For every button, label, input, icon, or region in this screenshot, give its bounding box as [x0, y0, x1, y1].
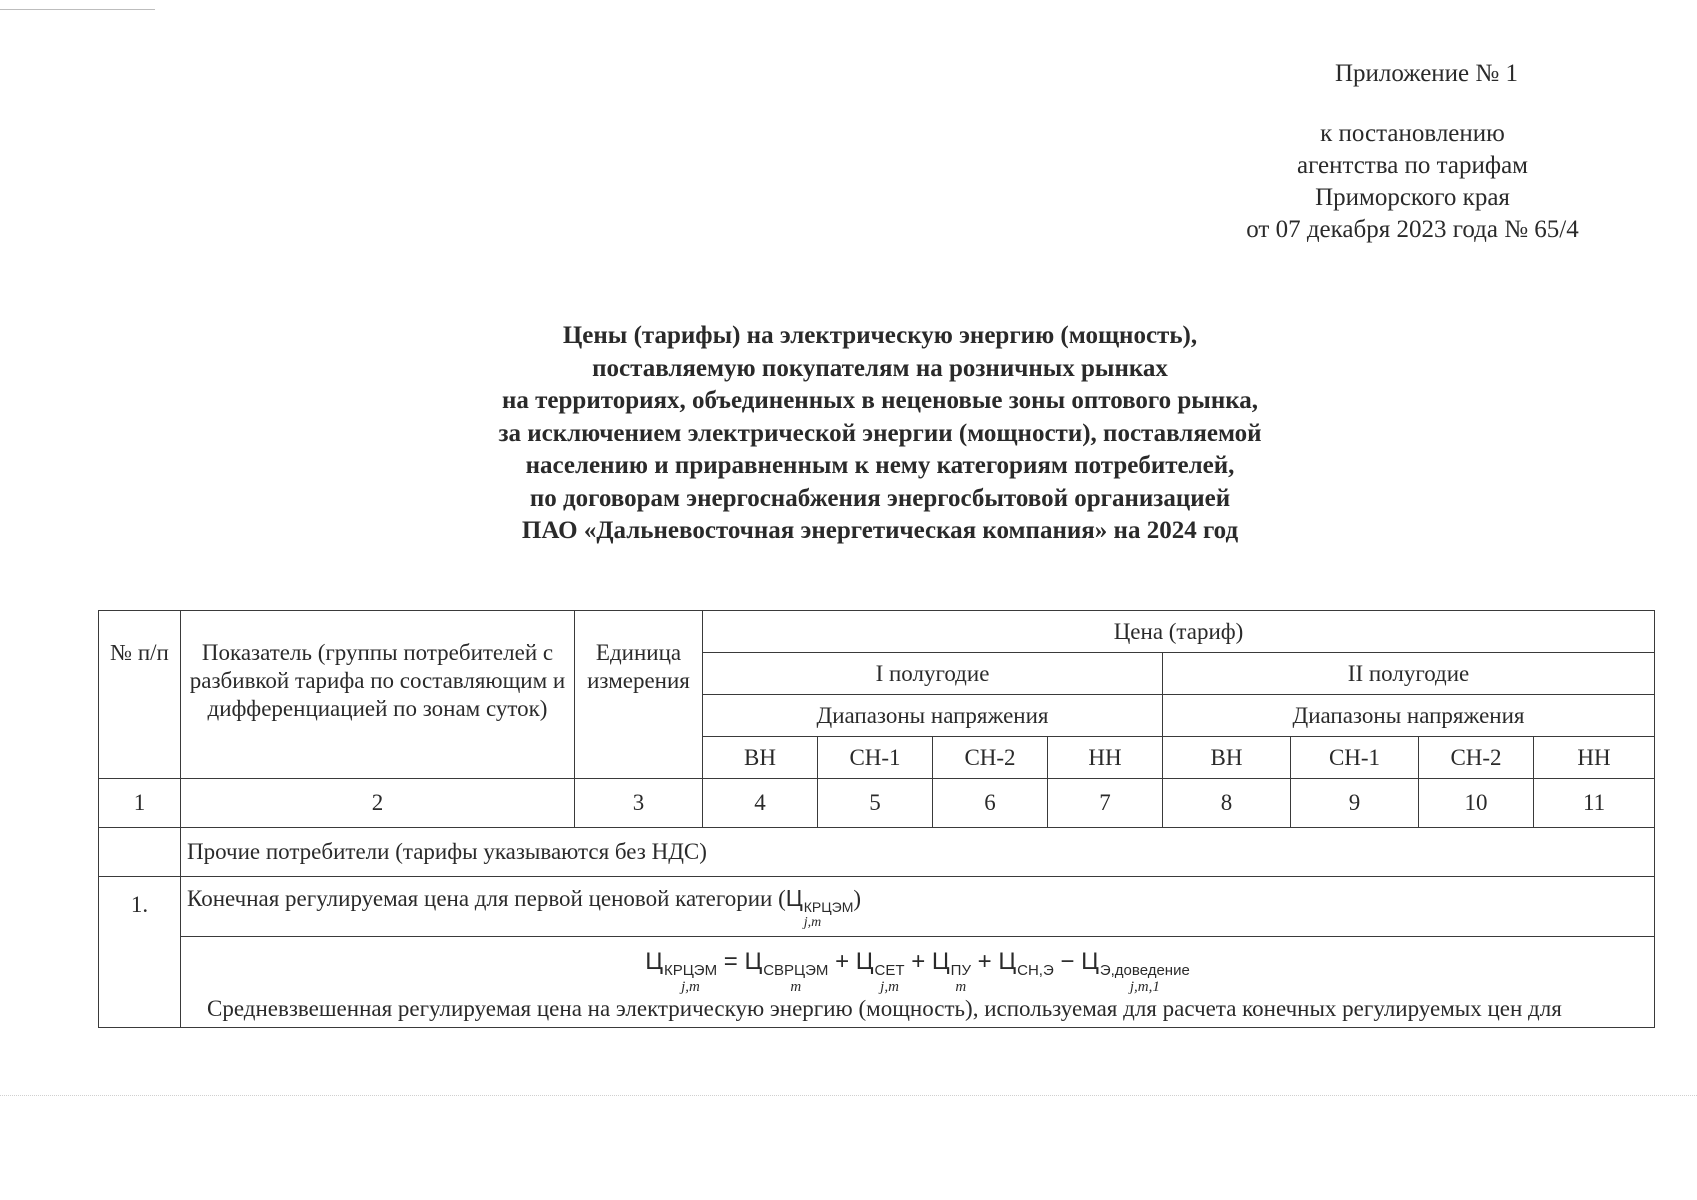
row-label — [181, 877, 1655, 937]
header-price: Цена (тариф) — [703, 611, 1655, 653]
price-formula — [187, 943, 1648, 995]
column-number: 2 — [181, 779, 575, 828]
f-t2-sub: j,m — [880, 979, 899, 995]
header-level-sn2-2: СН-2 — [1419, 737, 1534, 779]
scan-edge-line — [0, 9, 155, 10]
f-t3-main: Ц — [931, 948, 950, 975]
f-t4-main: Ц — [998, 948, 1017, 975]
f-plus: + — [835, 948, 850, 975]
f-t5-sub: j,m,1 — [1129, 979, 1160, 995]
header-level-nn-1: НН — [1048, 737, 1163, 779]
f-minus: − — [1060, 948, 1075, 975]
title-line: по договорам энергоснабжения энергосбытовой организацией — [529, 484, 1231, 512]
f-lhs-sub: j,m — [681, 979, 700, 995]
column-number: 8 — [1163, 779, 1291, 828]
header-level-vn-1: ВН — [703, 737, 818, 779]
row-label-symbol-sub: j,m — [803, 914, 822, 930]
header-level-nn-2: НН — [1534, 737, 1655, 779]
weighted-price-text: Средневзвешенная регулируемая цена на электрическую энергию (мощность), используемая для расчета конечных регулируемых цен для — [207, 996, 1562, 1021]
row-label-symbol-indices — [804, 900, 854, 930]
header-voltage-2: Диапазоны напряжения — [1163, 695, 1655, 737]
f-lhs-idx — [664, 963, 717, 995]
header-indicator: Показатель (группы потребителей с разбивкой тарифа по составляющим и дифференциацией по зонам суток) — [181, 611, 575, 779]
title-line: населению и приравненным к нему категориям потребителей, — [525, 452, 1235, 479]
row-label-symbol-main: Ц — [785, 884, 803, 911]
row-label-symbol — [785, 884, 854, 930]
scan-edge-dots — [0, 1095, 1697, 1096]
f-t2-idx — [875, 963, 905, 995]
f-t1-idx — [763, 963, 828, 995]
f-t5-main: Ц — [1081, 948, 1099, 975]
row-label-close: ) — [853, 885, 862, 911]
column-number: 1 — [99, 779, 181, 828]
f-t1-sub: m — [790, 979, 802, 995]
column-number: 6 — [933, 779, 1048, 828]
tariff-table — [98, 610, 1655, 1028]
header-num: № п/п — [99, 611, 181, 779]
column-number: 3 — [575, 779, 703, 828]
section-num-empty — [99, 828, 181, 877]
column-number: 5 — [818, 779, 933, 828]
row-number: 1. — [99, 877, 181, 1028]
f-t5-idx — [1100, 963, 1190, 995]
formula-cell — [181, 937, 1655, 1028]
row-label-text: Конечная регулируемая цена для первой ценовой категории ( — [187, 885, 786, 911]
f-plus: + — [911, 948, 926, 975]
f-t2-main: Ц — [855, 948, 874, 975]
f-t1-sup: СВРЦЭМ — [763, 962, 829, 979]
title-line: за исключением электрической энергии (мощности), поставляемой — [498, 419, 1262, 447]
f-t3-sup: ПУ — [950, 962, 971, 979]
header-level-sn1-2: СН-1 — [1291, 737, 1419, 779]
f-eq: = — [723, 948, 738, 975]
header-half-1: I полугодие — [703, 653, 1163, 695]
header-half-2: II полугодие — [1163, 653, 1655, 695]
column-number: 7 — [1048, 779, 1163, 828]
header-unit: Единица измерения — [575, 611, 703, 779]
row-label-symbol-sup: КРЦЭМ — [803, 898, 854, 915]
f-t3-idx — [951, 963, 971, 995]
title-line: на территориях, объединенных в неценовые зоны оптового рынка, — [502, 387, 1258, 414]
title-line: Цены (тарифы) на электрическую энергию (мощность), — [562, 322, 1198, 349]
f-t1-main: Ц — [744, 948, 763, 975]
f-plus: + — [977, 948, 992, 975]
section-label: Прочие потребители (тарифы указываются без НДС) — [181, 828, 1655, 877]
f-t4-sup: СН,Э — [1017, 962, 1054, 979]
annex-line: к постановлению — [1320, 120, 1505, 147]
f-t3-sub: m — [955, 979, 967, 995]
header-level-sn2-1: СН-2 — [933, 737, 1048, 779]
header-level-sn1-1: СН-1 — [818, 737, 933, 779]
annex-line: агентства по тарифам — [1296, 152, 1529, 179]
column-number: 4 — [703, 779, 818, 828]
f-t4-idx — [1017, 963, 1054, 995]
title-line: поставляемую покупателям на розничных рынках — [592, 354, 1168, 382]
f-lhs-sup: КРЦЭМ — [663, 962, 718, 979]
column-number: 10 — [1419, 779, 1534, 828]
header-voltage-1: Диапазоны напряжения — [703, 695, 1163, 737]
f-t5-sup: Э,доведение — [1099, 962, 1190, 979]
f-t4-sub-empty — [1017, 979, 1054, 995]
annex-line: от 07 декабря 2023 года № 65/4 — [1246, 216, 1579, 243]
header-level-vn-2: ВН — [1163, 737, 1291, 779]
f-lhs-main: Ц — [645, 948, 663, 975]
column-number: 11 — [1534, 779, 1655, 828]
f-t2-sup: СЕТ — [874, 962, 905, 979]
annex-line: Приморского края — [1315, 184, 1510, 211]
annex-title: Приложение № 1 — [1334, 60, 1519, 87]
annex-block — [1240, 58, 1585, 246]
document-title — [380, 320, 1380, 548]
title-line: ПАО «Дальневосточная энергетическая компания» на 2024 год — [521, 517, 1239, 544]
column-number: 9 — [1291, 779, 1419, 828]
